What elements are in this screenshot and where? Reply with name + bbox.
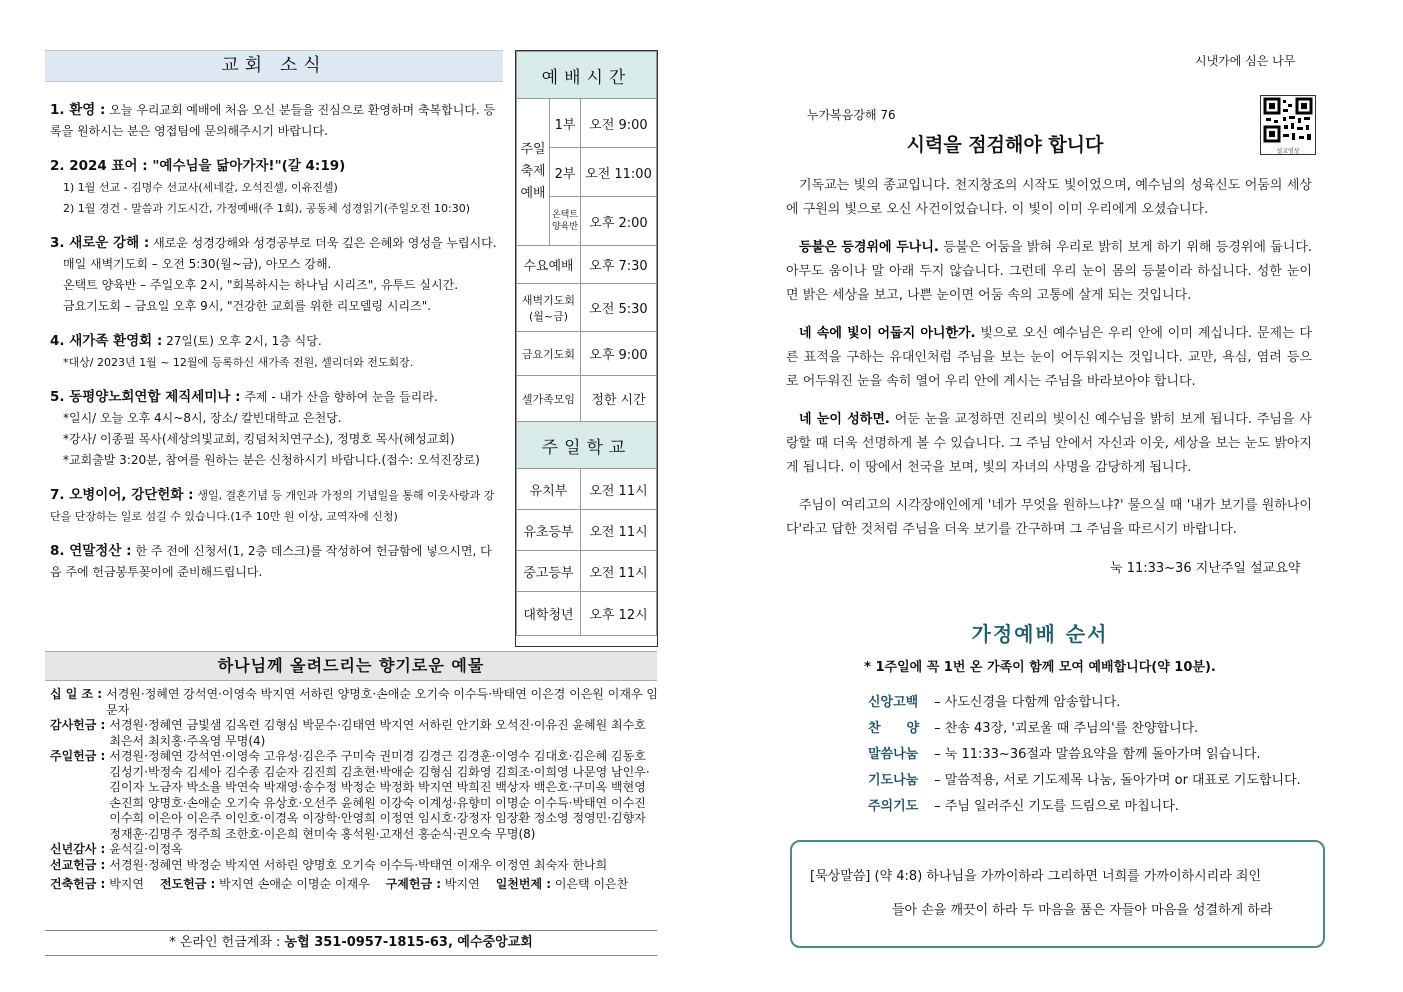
news-item-title: 5. 동평양노회연합 제직세미나 :	[50, 389, 241, 405]
offering-names: 박지연	[444, 877, 480, 891]
news-item-line: 2) 1월 경건 - 말씀과 기도시간, 가정예배(주 1회), 공동체 성경읽기(주일오전 10:30)	[63, 202, 470, 215]
offering-label: 감사헌금 :	[50, 718, 106, 732]
service-time: 오전 5:30	[581, 284, 657, 332]
offering-label: 주일헌금 :	[50, 749, 106, 763]
offering-label: 신년감사 :	[50, 842, 106, 856]
offering-names: 박지연 손애순 이명순 이재우	[219, 877, 370, 891]
news-item-line: 생일, 결혼기념 등 개인과 가정의 기념일을 통해 이웃사랑과 강단을 단장하는 일로 섬길 수 있습니다.(1주 10만 원 이상, 교역자에 신청)	[50, 489, 495, 523]
news-item-line: 금요기도회 – 금요일 오후 9시, "건강한 교회를 위한 리모델링 시리즈".	[63, 299, 432, 313]
offering-label: 십 일 조 :	[50, 687, 103, 701]
offering-names: 서경원·정혜연 강석연·이영숙 박지연 서하린 양명호·손애순 오기숙 이수득·박태연 이은경 이은원 이재우 임문자	[106, 687, 658, 717]
news-item-line: 한 주 전에 신청서(1, 2층 데스크)를 작성하여 헌금함에 넣으시면, 다음 주에 헌금봉투꽂이에 준비해드립니다.	[50, 544, 492, 579]
news-item-title: 1. 환영 :	[50, 102, 106, 118]
series-title: 시냇가에 심은 나무	[1195, 54, 1296, 68]
offering-label: 구제헌금 :	[385, 877, 442, 891]
offering-row-mission	[50, 858, 660, 874]
sermon-paragraph: 주님이 여리고의 시각장애인에게 '네가 무엇을 원하느냐?' 물으실 때 '내가 보기를 원하나이다'라고 답한 것처럼 주님을 더욱 보기를 간구하며 그 주님을 따르시기 바랍니다.	[786, 498, 1312, 537]
sunday-school-header: 주일학교	[517, 422, 657, 469]
offering-label: 전도헌금 :	[159, 877, 216, 891]
offering-names: 서경원·정혜연 강석연·이영숙 고유성·김은주 구미숙 권미경 김경근 김경훈·이영수 김대호·김은혜 김동호 김성기·박정숙 김세아 김수종 김순자 김진희 김초현·박애순 김형심 김화영 김희조·이희영 나문영 남인우·김이자 노금자 박소율 박연숙 박재영·송수정 박정순 박정화 박지연 박희진 백상자 백은호·구미옥 백현영 손진희 양명호·손애순 오기숙 유상호·오선주 윤혜원 이강숙 이계성·유향미 이명순 이수득·박태연 이수진 이수희 이은아 이은주 이인호·이경옥 이장학·안영희 이정연 임시호·강정자 임장환 정소영 정영민·김향자 정재훈·김명주 정주희 조한호·이은희 현미숙 홍석원·고재선 홍순식·권오숙 무명(8)	[109, 749, 650, 841]
sermon-reference: 눅 11:33~36 지난주일 설교요약	[1110, 561, 1301, 576]
online-offering-account	[45, 930, 657, 956]
sermon-title: 시력을 점검해야 합니다	[906, 134, 1104, 156]
offering-names: 박지연	[109, 877, 144, 891]
news-item-line: *일시/ 오늘 오후 4시~8시, 장소/ 칼빈대학교 은천당.	[63, 411, 342, 425]
news-item-flowers	[50, 485, 500, 527]
offering-row-newyear	[50, 842, 660, 858]
offering-names: 이은택 이은찬	[554, 877, 629, 891]
news-item-line: 주제 - 내가 산을 향하여 눈을 들리라.	[244, 390, 438, 404]
offerings-list	[50, 687, 660, 893]
meditation-verse-box	[790, 840, 1325, 948]
offering-row-thanks	[50, 718, 660, 749]
service-time: 오전 9:00	[581, 99, 657, 148]
service-time: 오후 9:00	[581, 332, 657, 376]
worship-step: 말씀나눔 – 눅 11:33~36절과 말씀요약을 함께 돌아가며 읽습니다.	[868, 747, 1261, 762]
service-name: 새벽기도회 (월~금)	[517, 284, 581, 332]
service-time: 오전 11:00	[581, 148, 657, 197]
news-item-line: *강사/ 이종필 목사(세상의빛교회, 킹덤처치연구소), 정명호 목사(혜성교회)	[63, 432, 455, 446]
news-item-line: *교회출발 3:20분, 참여를 원하는 분은 신청하시기 바랍니다.(접수: 오석진장로)	[63, 453, 480, 467]
news-item-title: 8. 연말정산 :	[50, 543, 132, 559]
sunday-label: 주일 축제 예배	[517, 99, 550, 246]
family-worship-title: 가정예배 순서	[971, 622, 1109, 646]
sermon-paragraph: 등불은 등경위에 두나니. 등불은 어둠을 밝혀 우리로 밝히 보게 하기 위해 등경위에 둡니다. 아무도 움이나 말 아래 두지 않습니다. 그런데 우리 눈이 몸의 등불이라 하십니다. 성한 눈이면 밝은 세상을 보고, 나쁜 눈이면 어둠 속의 고통에 살게 되는 것입니다.	[786, 240, 1313, 303]
news-list	[50, 100, 500, 597]
school-name: 유치부	[517, 469, 581, 510]
meditation-line: 들아 손을 깨끗이 하라 두 마음을 품은 자들아 마음을 성결하게 하라	[892, 903, 1273, 918]
account-prefix: * 온라인 헌금계좌 :	[169, 935, 281, 950]
qr-code[interactable]	[1260, 95, 1316, 155]
qr-code-icon	[1261, 96, 1315, 144]
family-worship-note: * 1주일에 꼭 1번 온 가족이 함께 모여 예배합니다(약 10분).	[864, 660, 1216, 675]
service-name: 온택트 양육반	[550, 197, 581, 246]
service-time: 정한 시간	[581, 376, 657, 422]
news-header: 교회 소식	[45, 50, 503, 82]
offering-label: 일천번제 :	[495, 877, 552, 891]
news-item-title: 4. 새가족 환영회 :	[50, 333, 163, 349]
school-time: 오후 12시	[581, 592, 657, 636]
school-name: 대학청년	[517, 592, 581, 636]
news-item-new-study	[50, 233, 500, 317]
service-name: 금요기도회	[517, 332, 581, 376]
news-item-tax	[50, 541, 500, 583]
news-item-line: 오늘 우리교회 예배에 처음 오신 분들을 진심으로 환영하며 축복합니다. 등록을 원하시는 분은 영접팀에 문의해주시기 바랍니다.	[50, 103, 496, 138]
school-name: 유초등부	[517, 510, 581, 551]
sermon-body	[786, 174, 1312, 556]
offering-row-sunday	[50, 749, 660, 842]
school-name: 중고등부	[517, 551, 581, 592]
sermon-paragraph: 네 속에 빛이 어둡지 아니한가. 빛으로 오신 예수님은 우리 안에 이미 계십니다. 문제는 다른 표적을 구하는 유대인처럼 주님을 보는 눈이 어두워지는 것입니다. 교만, 욕심, 염려 등으로 어두워진 눈을 속히 열어 우리 안에 계시는 주님을 바라보아야 합니다.	[786, 326, 1312, 389]
service-name: 1부	[550, 99, 581, 148]
sermon-paragraph: 기독교는 빛의 종교입니다. 천지창조의 시작도 빛이었으며, 예수님의 성육신도 어둠의 세상에 구원의 빛으로 오신 사건이었습니다. 이 빛이 이미 우리에게 오셨습니다.	[786, 178, 1312, 217]
news-item-title: 2. 2024 표어 : "예수님을 닮아가자!"(갈 4:19)	[50, 158, 346, 174]
worship-step: 찬 양 – 찬송 43장, '괴로울 때 주님의'를 찬양합니다.	[868, 721, 1199, 736]
news-item-line: 온택트 양육반 – 주일오후 2시, "회복하시는 하나님 시리즈", 유투드 실시간.	[63, 278, 459, 292]
news-item-line: 매일 새벽기도회 – 오전 5:30(월~금), 아모스 강해.	[63, 257, 332, 271]
worship-step: 기도나눔 – 말씀적용, 서로 기도제목 나눔, 돌아가며 or 대표로 기도합니다.	[868, 773, 1301, 788]
school-time: 오전 11시	[581, 551, 657, 592]
news-item-line: *대상/ 2023년 1월 ~ 12월에 등록하신 새가족 전원, 셀리더와 전도회장.	[63, 356, 414, 369]
offerings-header: 하나님께 올려드리는 향기로운 예물	[45, 651, 657, 681]
offering-row-misc	[50, 877, 660, 893]
sermon-paragraph: 네 눈이 성하면. 어둔 눈을 교정하면 진리의 빛이신 예수님을 밝히 보게 됩니다. 주님을 사랑할 때 더욱 선명하게 볼 수 있습니다. 그 주님 안에서 자신과 이웃, 세상을 보는 눈도 밝아지게 됩니다. 이 땅에서 천국을 보며, 빛의 자녀의 사명을 감당하게 됩니다.	[786, 412, 1312, 475]
news-item-seminar	[50, 387, 500, 471]
sermon-subtitle: 누가복음강해 76	[807, 108, 896, 122]
offering-label: 선교헌금 :	[50, 857, 106, 872]
school-time: 오전 11시	[581, 510, 657, 551]
service-name: 셀가족모임	[517, 376, 581, 422]
offering-names: 윤석길·이정옥	[109, 842, 183, 856]
news-item-line: 새로운 성경강해와 성경공부로 더욱 깊은 은혜와 영성을 누립시다.	[153, 236, 497, 250]
offering-names: 서경원·정혜연 박정순 박지연 서하린 양명호 오기숙 이수득·박태연 이재우 이정연 최숙자 한나희	[109, 857, 608, 872]
news-item-motto	[50, 156, 500, 219]
news-item-title: 3. 새로운 강해 :	[50, 235, 150, 251]
worship-step: 신앙고백 – 사도신경을 다함께 암송합니다.	[868, 695, 1121, 710]
qr-caption: 설교영상	[1276, 148, 1300, 155]
service-name: 수요예배	[517, 246, 581, 284]
service-name: 2부	[550, 148, 581, 197]
worship-step: 주의기도 – 주님 일러주신 기도를 드림으로 마칩니다.	[868, 799, 1179, 814]
news-item-line: 27일(토) 오후 2시, 1층 식당.	[166, 334, 322, 348]
school-time: 오전 11시	[581, 469, 657, 510]
news-item-welcome	[50, 100, 500, 142]
service-time: 오후 7:30	[581, 246, 657, 284]
schedule-header: 예배시간	[517, 52, 657, 99]
meditation-line: [묵상말씀] (약 4:8) 하나님을 가까이하라 그리하면 너희를 가까이하시리라 죄인	[810, 869, 1262, 884]
offering-names: 서경원·정혜연 금빛샘 김옥련 김형심 박문수·김태연 박지연 서하린 안기화 오석진·이유진 윤혜원 최수호 최은서 최치홍·주옥영 무명(4)	[109, 718, 646, 748]
service-time: 오후 2:00	[581, 197, 657, 246]
offering-label: 건축헌금 :	[50, 877, 106, 891]
news-item-title: 7. 오병이어, 강단헌화 :	[50, 487, 194, 503]
account-number: 농협 351-0957-1815-63, 예수중앙교회	[284, 935, 533, 950]
news-item-newcomers	[50, 331, 500, 373]
news-item-line: 1) 1월 선교 - 김명수 선교사(세네갈, 오석진셀, 이유진셀)	[63, 181, 338, 194]
offering-row-tithe	[50, 687, 660, 718]
family-worship-steps	[868, 690, 1301, 820]
worship-schedule	[515, 50, 658, 647]
